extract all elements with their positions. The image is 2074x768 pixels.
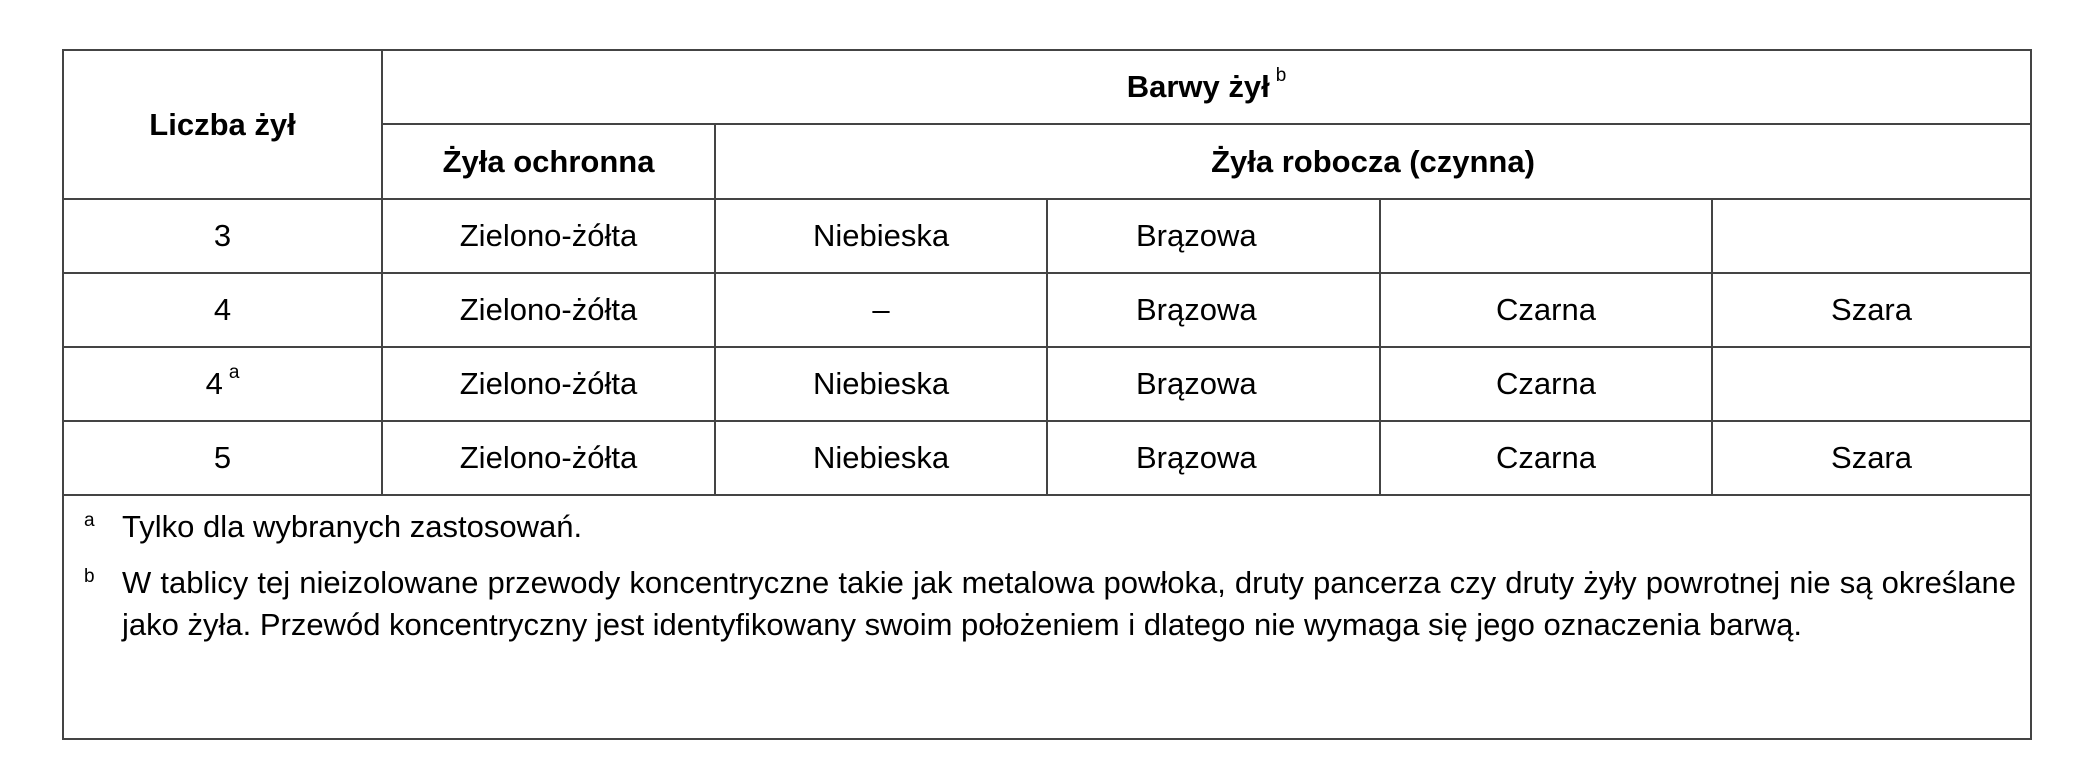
cell: – [715,273,1047,347]
footnotes-row [63,495,2031,739]
footnote-mark: b [1275,65,1287,86]
table-row [63,421,2031,495]
footnote-b [78,562,2016,646]
footnote-text: W tablicy tej nieizolowane przewody koncentryczne takie jak metalowa powłoka, druty pancerza czy druty żyły powrotnej nie są określane jako żyła. Przewód koncentryczny jest identyfikowany swoim położeniem i dlatego nie wymaga się jego oznaczenia barwą. [122,565,2017,642]
header-working-wire: Żyła robocza (czynna) [715,124,2031,199]
footnote-text: Tylko dla wybranych zastosowań. [122,509,583,544]
cell: Zielono-żółta [382,199,715,273]
cell: Niebieska [715,347,1047,421]
footnote-mark: a [84,510,95,531]
table-row [63,347,2031,421]
cell: Brązowa [1047,273,1380,347]
wire-colors-table [62,49,2032,740]
cell: Brązowa [1047,347,1380,421]
table-row [63,273,2031,347]
cell: Niebieska [715,199,1047,273]
header-wire-count-label: Liczba żył [149,106,296,142]
cell: Szara [1712,273,2031,347]
cell [1712,347,2031,421]
footnote-a [78,506,2016,548]
wire-count-cell: 4 [63,273,382,347]
cell: Zielono-żółta [382,273,715,347]
cell: Czarna [1380,273,1712,347]
cell: Szara [1712,421,2031,495]
cell: Czarna [1380,421,1712,495]
cell: Brązowa [1047,421,1380,495]
header-wire-colors [382,50,2031,124]
cell: Zielono-żółta [382,421,715,495]
cell: Brązowa [1047,199,1380,273]
table-row [63,199,2031,273]
cell: Zielono-żółta [382,347,715,421]
cell [1712,199,2031,273]
cell: Niebieska [715,421,1047,495]
footnote-mark: a [228,362,240,383]
cell: Czarna [1380,347,1712,421]
footnotes [63,495,2031,739]
wire-count-cell: 4 $^a$ [63,347,382,421]
header-wire-colors-label: Barwy żył [1126,69,1270,104]
wire-count-cell: 5 [63,421,382,495]
header-wire-count [63,50,382,199]
wire-count-cell: 3 [63,199,382,273]
cell [1380,199,1712,273]
footnote-mark: b [84,566,95,587]
header-protective-wire: Żyła ochronna [382,124,715,199]
header-row-1 [63,50,2031,124]
